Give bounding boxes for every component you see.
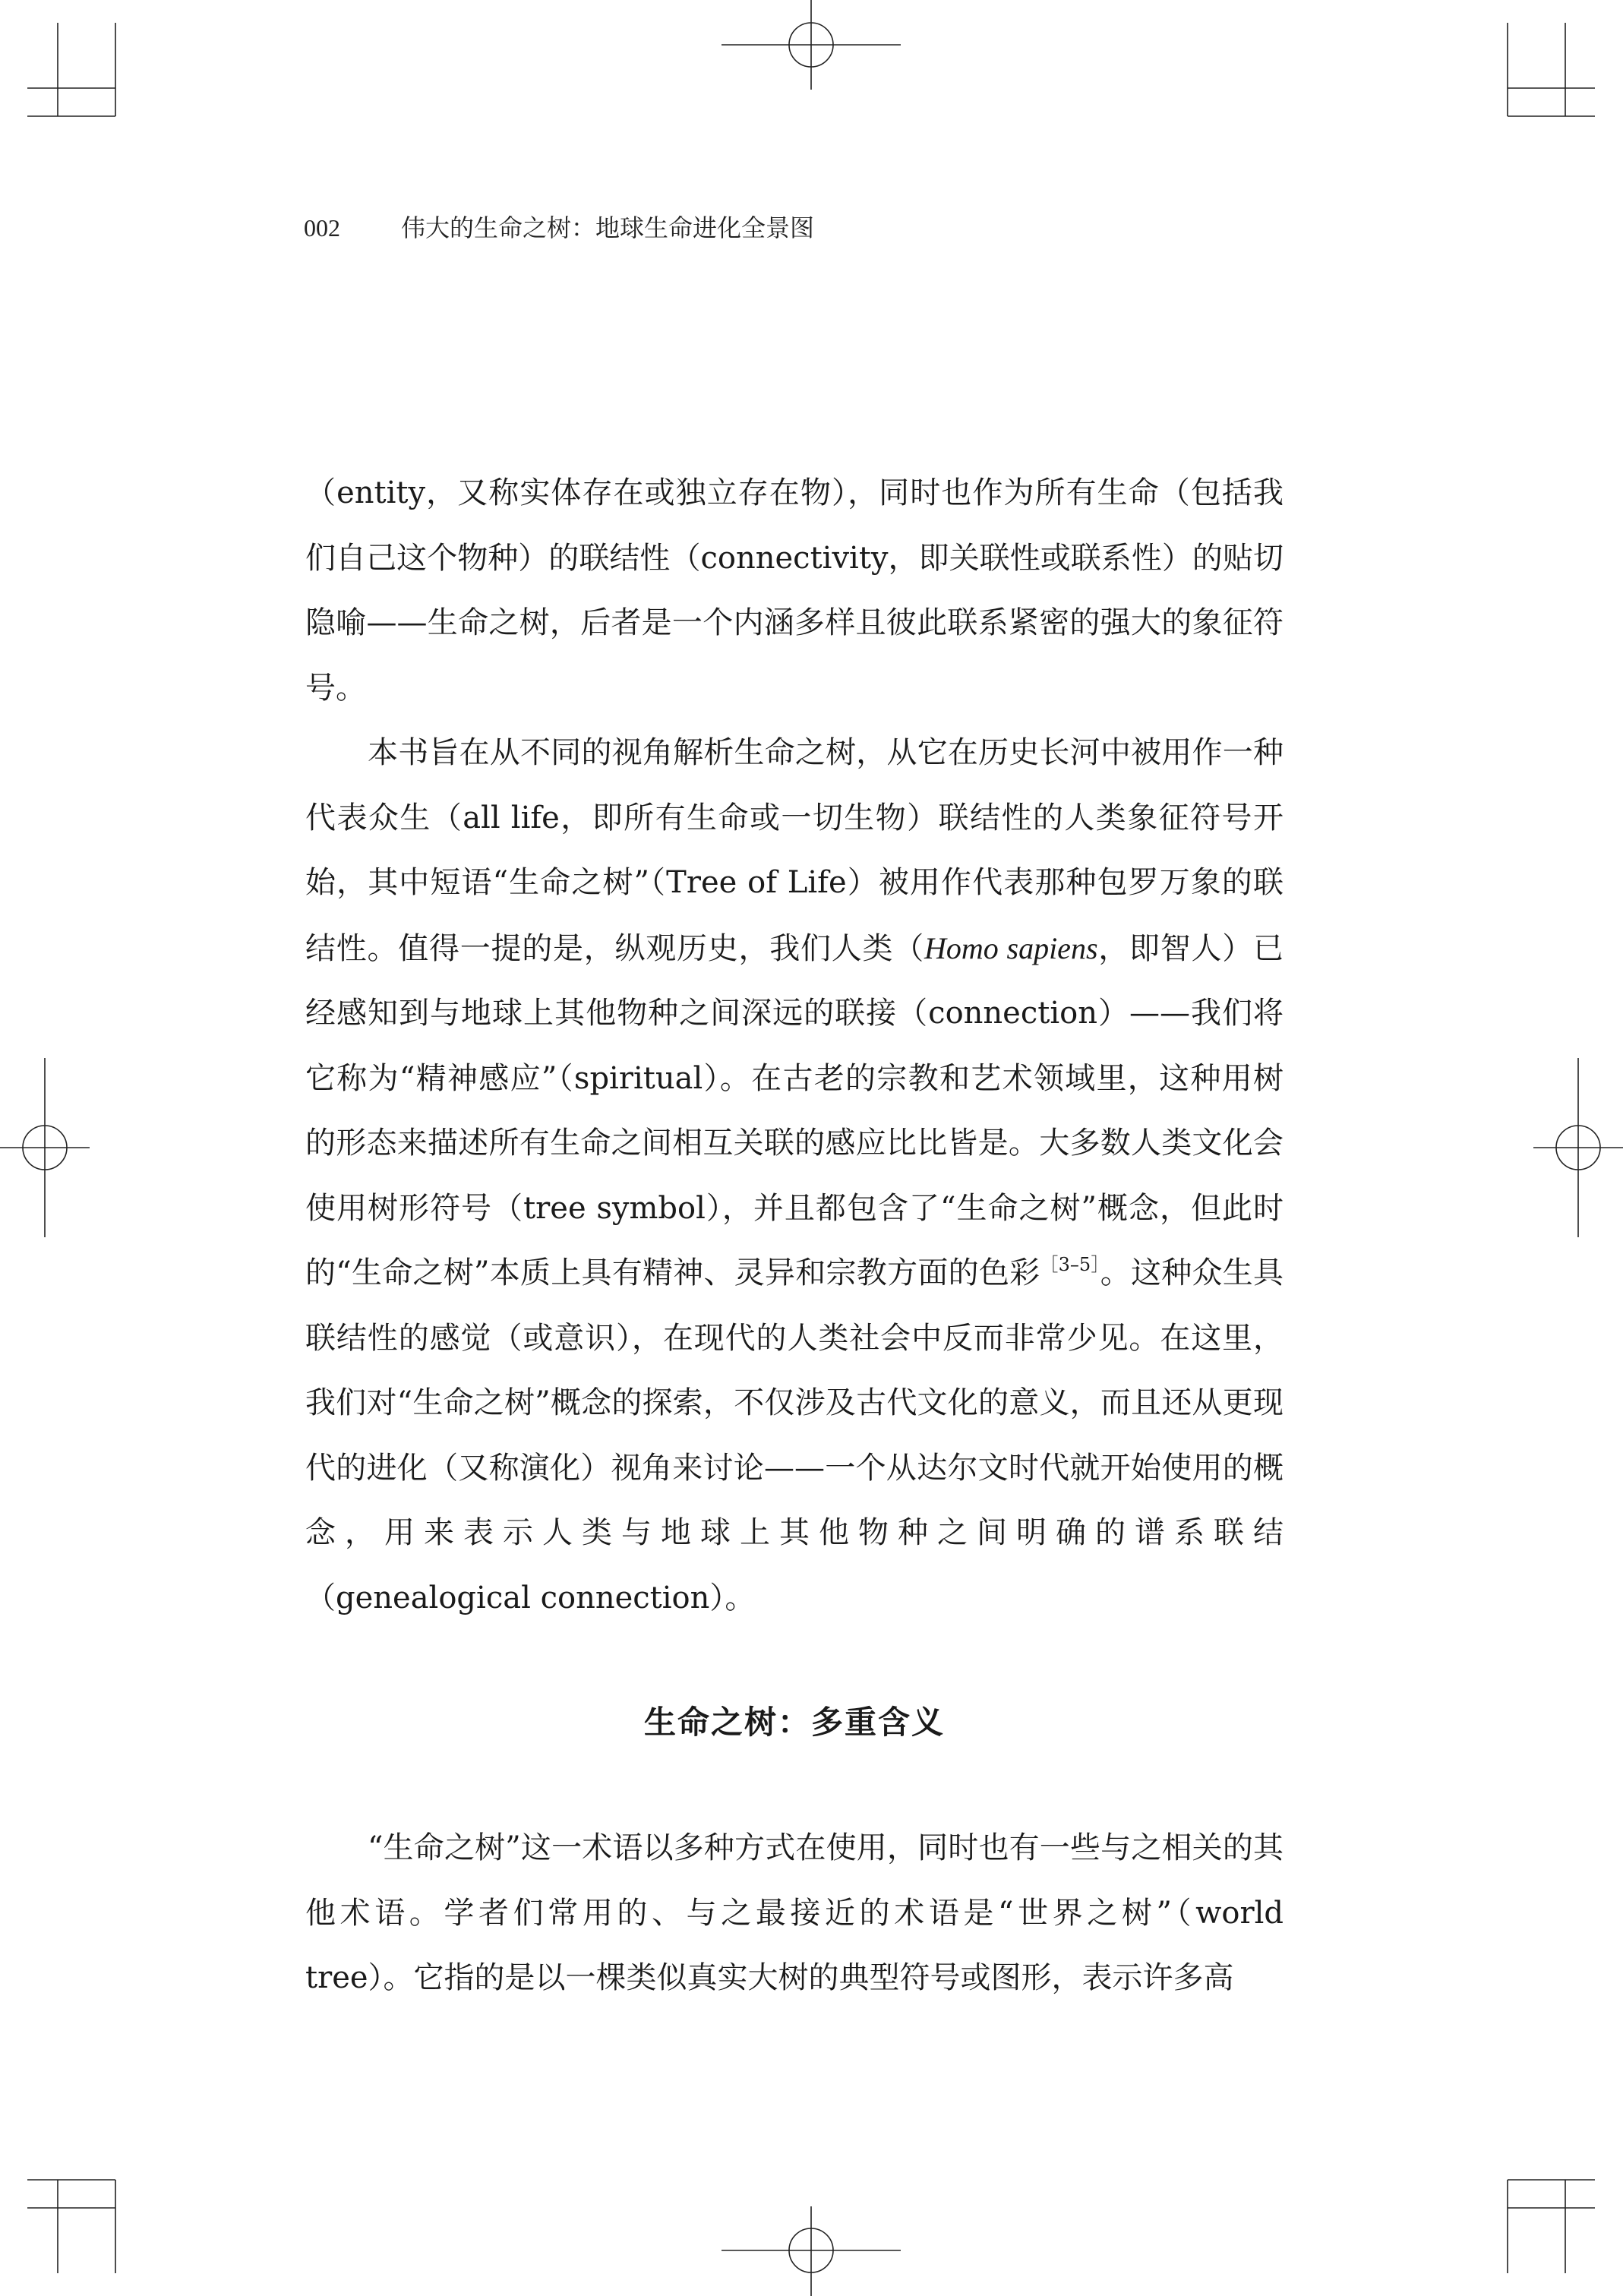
paragraph-2-part-2: ，即智人）已经感知到与地球上其他物种之间深远的联接（connection）——我们将它称为“精神感应”（spiritual）。在古老的宗教和艺术领域里，这种用树的形态来描述所有生命之间相互关联的感应比比皆是。大多数人类文化会使用树形符号（tree symbol），并且都包含了“生命之树”概念，但此时的“生命之树”本质上具有精神、灵异和宗教方面的色彩 — [305, 930, 1284, 1290]
paragraph-1: （entity，又称实体存在或独立存在物），同时也作为所有生命（包括我们自己这个物种）的联结性（connectivity，即关联性或联系性）的贴切隐喻——生命之树，后者是一个内涵多样且彼此联系紧密的强大的象征符号。 — [305, 475, 1284, 706]
citation-reference: ［3–5］ — [1040, 1254, 1100, 1275]
paragraph-2-part-3: 。这种众生具联结性的感觉（或意识），在现代的人类社会中反而非常少见。在这里，我们对“生命之树”概念的探索，不仅涉及古代文化的意义，而且还从更现代的进化（又称演化）视角来讨论——一个从达尔文时代就开始使用的概念，用来表示人类与地球上其他物种之间明确的谱系联结（genealogical connection）。 — [305, 1255, 1284, 1615]
book-title: 伟大的生命之树：地球生命进化全景图 — [401, 213, 815, 242]
running-head — [304, 211, 814, 245]
species-name: Homo sapiens — [924, 930, 1098, 965]
paragraph-3: “生命之树”这一术语以多种方式在使用，同时也有一些与之相关的其他术语。学者们常用的、与之最接近的术语是“世界之树”（world tree）。它指的是以一棵类似真实大树的典型符号或图形，表示许多高 — [305, 1830, 1284, 1995]
page-number: 002 — [304, 214, 340, 242]
paragraph-2 — [305, 721, 1284, 1631]
section-heading: 生命之树：多重含义 — [643, 1704, 945, 1741]
paragraph-2-part-1: 本书旨在从不同的视角解析生命之树，从它在历史长河中被用作一种代表众生（all life，即所有生命或一切生物）联结性的人类象征符号开始，其中短语“生命之树”（Tree of Life）被用作代表那种包罗万象的联结性。值得一提的是，纵观历史，我们人类（ — [305, 735, 1284, 966]
body-text — [305, 461, 1284, 2011]
